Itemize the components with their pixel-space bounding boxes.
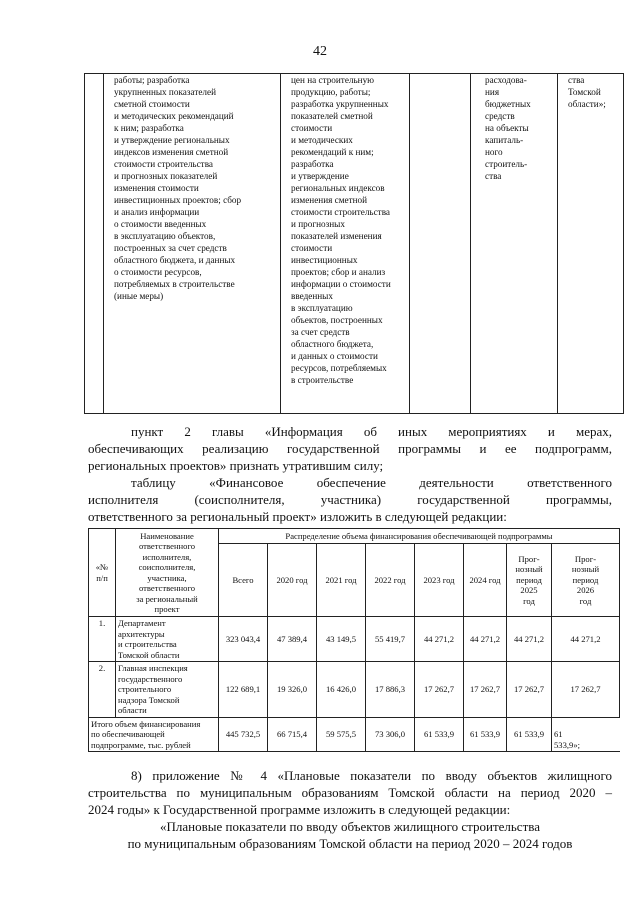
row-value: 43 149,5: [317, 617, 366, 662]
table-cell-results: цен на строительную продукцию, работы; разработка укрупненных показателей сметной стоимости и методических рекомендаций к ним; разработка и утверждение региональных индексов изменения сметной стоимости строительства и прогнозных показателей изменения стоимости инвестиционных проектов; сбор и анализ информации о стоимости введенных в эксплуатацию объектов, построенных за счет средств областного бюджета, и данных о стоимости ресурсов, потребляемых в строительстве: [281, 74, 410, 414]
row-name: Департамент архитектуры и строительства Томской области: [116, 617, 219, 662]
paragraph-line: ответственного за региональный проект» изложить в следующей редакции:: [88, 509, 507, 524]
table-row: [85, 74, 624, 414]
paragraph-line: исполнителя (соисполнителя, участника) государственной программы,: [88, 492, 612, 507]
paragraph-line: пункт 2 главы «Информация об иных мероприятиях и мерах,: [131, 424, 612, 439]
header-col: 2023 год: [415, 544, 464, 617]
header-col: 2024 год: [464, 544, 507, 617]
table-cell-expenses: расходова- ния бюджетных средств на объекты капиталь- ного строитель- ства: [471, 74, 558, 414]
row-value: 17 886,3: [366, 662, 415, 718]
row-value: 17 262,7: [464, 662, 507, 718]
paragraph-line: обеспечивающих реализацию государственной программы и ее подпрограмм,: [88, 441, 612, 456]
paragraph-line: таблицу «Финансовое обеспечение деятельности ответственного: [131, 475, 612, 490]
appendix-heading: [88, 818, 612, 852]
row-value: 19 326,0: [268, 662, 317, 718]
row-num: 2.: [89, 662, 116, 718]
paragraph-line: 8) приложение № 4 «Плановые показатели по вводу объектов жилищного: [131, 768, 612, 783]
table-row: [89, 617, 620, 662]
row-value: 122 689,1: [219, 662, 268, 718]
paragraph-table-replacement: [88, 474, 612, 525]
table-cell-empty: [410, 74, 471, 414]
row-value: 55 419,7: [366, 617, 415, 662]
row-value: 44 271,2: [464, 617, 507, 662]
total-value: 59 575,5: [317, 717, 366, 752]
row-num: 1.: [89, 617, 116, 662]
row-value: 17 262,7: [552, 662, 620, 718]
paragraph-appendix: [88, 767, 612, 818]
header-num: «№ п/п: [89, 529, 116, 617]
header-col: Всего: [219, 544, 268, 617]
table-cell-program: ства Томской области»;: [558, 74, 624, 414]
total-value: 61 533,9: [415, 717, 464, 752]
financing-table: [88, 528, 620, 752]
continuation-table: [84, 73, 624, 414]
header-col: Прог- нозный период 2026 год: [552, 544, 620, 617]
total-value: 61 533,9: [464, 717, 507, 752]
header-col: 2020 год: [268, 544, 317, 617]
row-value: 44 271,2: [415, 617, 464, 662]
row-value: 17 262,7: [507, 662, 552, 718]
total-value: 445 732,5: [219, 717, 268, 752]
paragraph-invalid-clause: [88, 423, 612, 474]
heading-line: по муниципальным образованиям Томской области на период 2020 – 2024 годов: [127, 836, 573, 851]
total-value: 73 306,0: [366, 717, 415, 752]
row-value: 47 389,4: [268, 617, 317, 662]
paragraph-line: строительства по муниципальным образованиям Томской области на период 2020 –: [88, 785, 612, 800]
total-name: Итого объем финансирования по обеспечивающей подпрограмме, тыс. рублей: [89, 717, 219, 752]
header-col: 2021 год: [317, 544, 366, 617]
total-value: 66 715,4: [268, 717, 317, 752]
header-name: Наименование ответственного исполнителя, соисполнителя, участника, ответственного за региональный проект: [116, 529, 219, 617]
header-distribution: Распределение объема финансирования обеспечивающей подпрограммы: [219, 529, 620, 544]
header-col: Прог- нозный период 2025 год: [507, 544, 552, 617]
row-value: 323 043,4: [219, 617, 268, 662]
row-value: 44 271,2: [507, 617, 552, 662]
total-value: 61 533,9»;: [552, 717, 620, 752]
table-total-row: [89, 717, 620, 752]
table-cell-measures: работы; разработка укрупненных показателей сметной стоимости и методических рекомендаций к ним; разработка и утверждение региональных индексов изменения сметной стоимости строительства и прогнозных показателей изменения стоимости инвестиционных проектов; сбор и анализ информации о стоимости введенных в эксплуатацию объектов, построенных за счет средств областного бюджета, и данных о стоимости ресурсов, потребляемых в строительстве (иные меры): [104, 74, 281, 414]
row-value: 16 426,0: [317, 662, 366, 718]
table-header-row: [89, 529, 620, 544]
table-row: [89, 662, 620, 718]
page-number: 42: [313, 44, 327, 59]
total-value: 61 533,9: [507, 717, 552, 752]
paragraph-line: 2024 годы» к Государственной программе изложить в следующей редакции:: [88, 802, 511, 817]
row-value: 44 271,2: [552, 617, 620, 662]
heading-line: «Плановые показатели по вводу объектов жилищного строительства: [160, 819, 540, 834]
paragraph-line: региональных проектов» признать утратившим силу;: [88, 458, 384, 473]
row-value: 17 262,7: [415, 662, 464, 718]
table-cell-empty: [85, 74, 104, 414]
row-name: Главная инспекция государственного строительного надзора Томской области: [116, 662, 219, 718]
header-col: 2022 год: [366, 544, 415, 617]
